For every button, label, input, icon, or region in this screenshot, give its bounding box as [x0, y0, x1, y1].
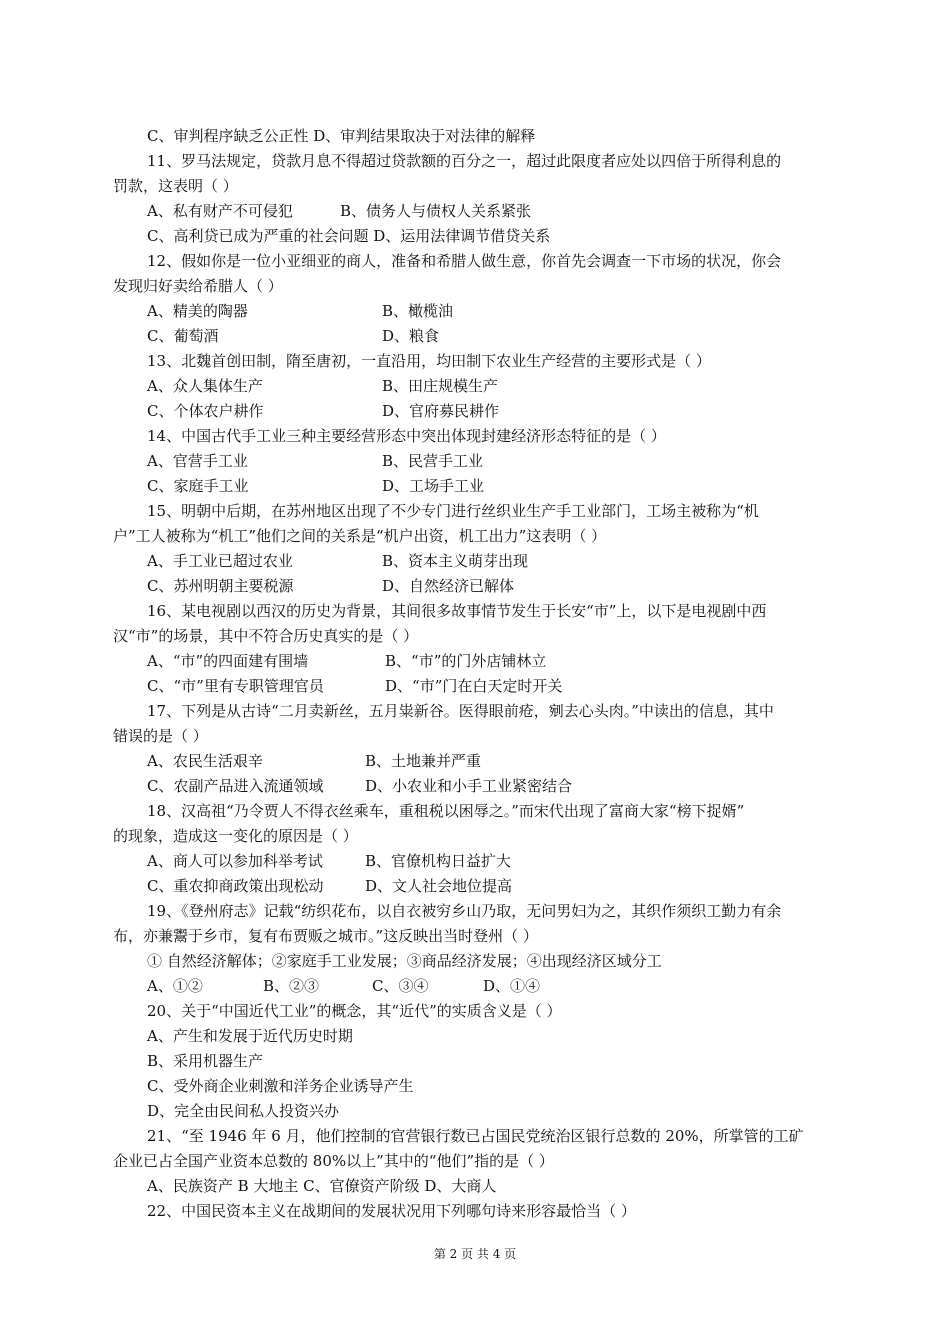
text-line	[0, 599, 950, 623]
text-segment: D、①④	[483, 977, 541, 995]
text-segment: D、粮食	[382, 327, 440, 345]
text-line	[0, 774, 950, 798]
text-line	[0, 249, 950, 273]
text-segment: 11、罗马法规定，贷款月息不得超过贷款额的百分之一，超过此限度者应处以四倍于所得利息的	[147, 152, 782, 170]
text-segment: C、高利贷已成为严重的社会问题 D、运用法律调节借贷关系	[147, 227, 551, 245]
text-line	[0, 149, 950, 173]
text-segment: A、“市”的四面建有围墙	[147, 652, 309, 670]
text-segment: 20、关于“中国近代工业”的概念，其“近代”的实质含义是（ ）	[147, 1002, 562, 1020]
text-segment: A、①②	[147, 977, 203, 995]
text-line	[0, 549, 950, 573]
text-line	[0, 1074, 950, 1098]
text-line	[0, 1049, 950, 1073]
text-segment: A、官营手工业	[147, 452, 248, 470]
text-segment: 21、“至 1946 年 6 月，他们控制的官营银行数已占国民党统治区银行总数的 20%，所掌管的工矿	[147, 1127, 804, 1145]
text-segment: B、土地兼并严重	[365, 752, 482, 770]
text-segment: C、受外商企业刺激和洋务企业诱导产生	[147, 1077, 414, 1095]
text-segment: ① 自然经济解体；②家庭手工业发展；③商品经济发展；④出现经济区域分工	[147, 952, 662, 970]
text-segment: D、工场手工业	[382, 477, 485, 495]
text-line	[0, 374, 950, 398]
text-line	[0, 174, 950, 198]
text-segment: 13、北魏首创田制，隋至唐初，一直沿用，均田制下农业生产经营的主要形式是（ ）	[147, 352, 711, 370]
text-line	[0, 499, 950, 523]
text-line	[0, 199, 950, 223]
page-footer: 第 2 页 共 4 页	[433, 1247, 517, 1261]
text-line	[0, 749, 950, 773]
text-line	[0, 899, 950, 923]
text-line	[0, 324, 950, 348]
text-segment: B、橄榄油	[382, 302, 454, 320]
text-segment: 22、中国民资本主义在战期间的发展状况用下列哪句诗来形容最恰当（ ）	[147, 1202, 636, 1220]
text-line	[0, 999, 950, 1023]
text-segment: B、官僚机构日益扩大	[365, 852, 512, 870]
text-line	[0, 674, 950, 698]
text-line	[0, 974, 950, 998]
text-line	[0, 224, 950, 248]
text-segment: 企业已占全国产业资本总数的 80%以上”其中的“他们”指的是（ ）	[113, 1152, 554, 1170]
text-segment: B、债务人与债权人关系紧张	[340, 202, 532, 220]
text-segment: D、官府募民耕作	[382, 402, 500, 420]
text-line	[0, 1024, 950, 1048]
text-segment: A、私有财产不可侵犯	[147, 202, 293, 220]
text-segment: D、自然经济已解体	[382, 577, 515, 595]
text-segment: A、商人可以参加科举考试	[147, 852, 323, 870]
text-line	[0, 299, 950, 323]
text-line	[0, 399, 950, 423]
text-segment: 户”工人被称为“机工”他们之间的关系是“机户出资，机工出力”这表明（ ）	[113, 527, 607, 545]
text-segment: B、民营手工业	[382, 452, 484, 470]
text-segment: 的现象，造成这一变化的原因是（ ）	[113, 827, 358, 845]
text-segment: A、产生和发展于近代历史时期	[147, 1027, 353, 1045]
text-segment: C、“市”里有专职管理官员	[147, 677, 324, 695]
text-segment: B、田庄规模生产	[382, 377, 499, 395]
text-line	[0, 699, 950, 723]
text-line	[0, 349, 950, 373]
text-line	[0, 274, 950, 298]
text-segment: A、农民生活艰辛	[147, 752, 263, 770]
text-line	[0, 424, 950, 448]
text-segment: D、文人社会地位提高	[365, 877, 513, 895]
text-segment: D、“市”门在白天定时开关	[385, 677, 563, 695]
text-segment: 布，亦兼鬻于乡市，复有布贾贩之城市。”这反映出当时登州（ ）	[113, 927, 538, 945]
text-line	[0, 474, 950, 498]
text-line	[0, 949, 950, 973]
text-segment: B、“市”的门外店铺林立	[385, 652, 547, 670]
text-line	[0, 124, 950, 148]
text-line	[0, 924, 950, 948]
text-line	[0, 524, 950, 548]
text-segment: 17、下列是从古诗“二月卖新丝，五月粜新谷。医得眼前疮，剜去心头肉。”中读出的信息，其中	[147, 702, 774, 720]
text-line	[0, 824, 950, 848]
text-segment: 发现归好卖给希腊人（ ）	[113, 277, 283, 295]
text-line	[0, 1099, 950, 1123]
text-line	[0, 1199, 950, 1223]
text-segment: D、小农业和小手工业紧密结合	[365, 777, 573, 795]
text-line	[0, 1124, 950, 1148]
text-segment: A、精美的陶器	[147, 302, 248, 320]
text-segment: C、葡萄酒	[147, 327, 219, 345]
text-line	[0, 649, 950, 673]
text-segment: 罚款，这表明（ ）	[113, 177, 238, 195]
text-line	[0, 1174, 950, 1198]
text-segment: 14、中国古代手工业三种主要经营形态中突出体现封建经济形态特征的是（ ）	[147, 427, 666, 445]
text-segment: B、②③	[263, 977, 320, 995]
text-line	[0, 799, 950, 823]
text-segment: A、民族资产 B 大地主 C、官僚资产阶级 D、大商人	[147, 1177, 497, 1195]
text-segment: C、苏州明朝主要税源	[147, 577, 294, 595]
text-segment: 16、某电视剧以西汉的历史为背景，其间很多故事情节发生于长安“市”上，以下是电视剧中西	[147, 602, 767, 620]
text-segment: 15、明朝中后期，在苏州地区出现了不少专门进行丝织业生产手工业部门，工场主被称为“机	[147, 502, 759, 520]
text-segment: C、农副产品进入流通领域	[147, 777, 324, 795]
text-segment: B、资本主义萌芽出现	[382, 552, 529, 570]
text-segment: C、家庭手工业	[147, 477, 249, 495]
text-line	[0, 1149, 950, 1173]
text-line	[0, 449, 950, 473]
text-segment: C、重农抑商政策出现松动	[147, 877, 324, 895]
text-segment: 汉“市”的场景，其中不符合历史真实的是（ ）	[113, 627, 419, 645]
text-segment: 19、《登州府志》记载“纺织花布，以自衣被穷乡山乃取，无问男妇为之，其织作须织工勤力有余	[147, 902, 782, 920]
text-segment: D、完全由民间私人投资兴办	[147, 1102, 340, 1120]
text-segment: C、审判程序缺乏公正性 D、审判结果取决于对法律的解释	[147, 127, 536, 145]
text-line	[0, 874, 950, 898]
text-segment: C、③④	[372, 977, 429, 995]
text-segment: A、众人集体生产	[147, 377, 263, 395]
text-segment: C、个体农户耕作	[147, 402, 264, 420]
text-line	[0, 849, 950, 873]
text-segment: B、采用机器生产	[147, 1052, 264, 1070]
text-segment: 18、汉高祖“乃令贾人不得衣丝乘车，重租税以困辱之。”而宋代出现了富商大家“榜下捉婿”	[147, 802, 745, 820]
text-segment: 错误的是（ ）	[113, 727, 208, 745]
text-line	[0, 624, 950, 648]
text-segment: A、手工业已超过农业	[147, 552, 293, 570]
text-segment: 12、假如你是一位小亚细亚的商人，准备和希腊人做生意，你首先会调查一下市场的状况，你会	[147, 252, 782, 270]
text-line	[0, 574, 950, 598]
text-line	[0, 724, 950, 748]
